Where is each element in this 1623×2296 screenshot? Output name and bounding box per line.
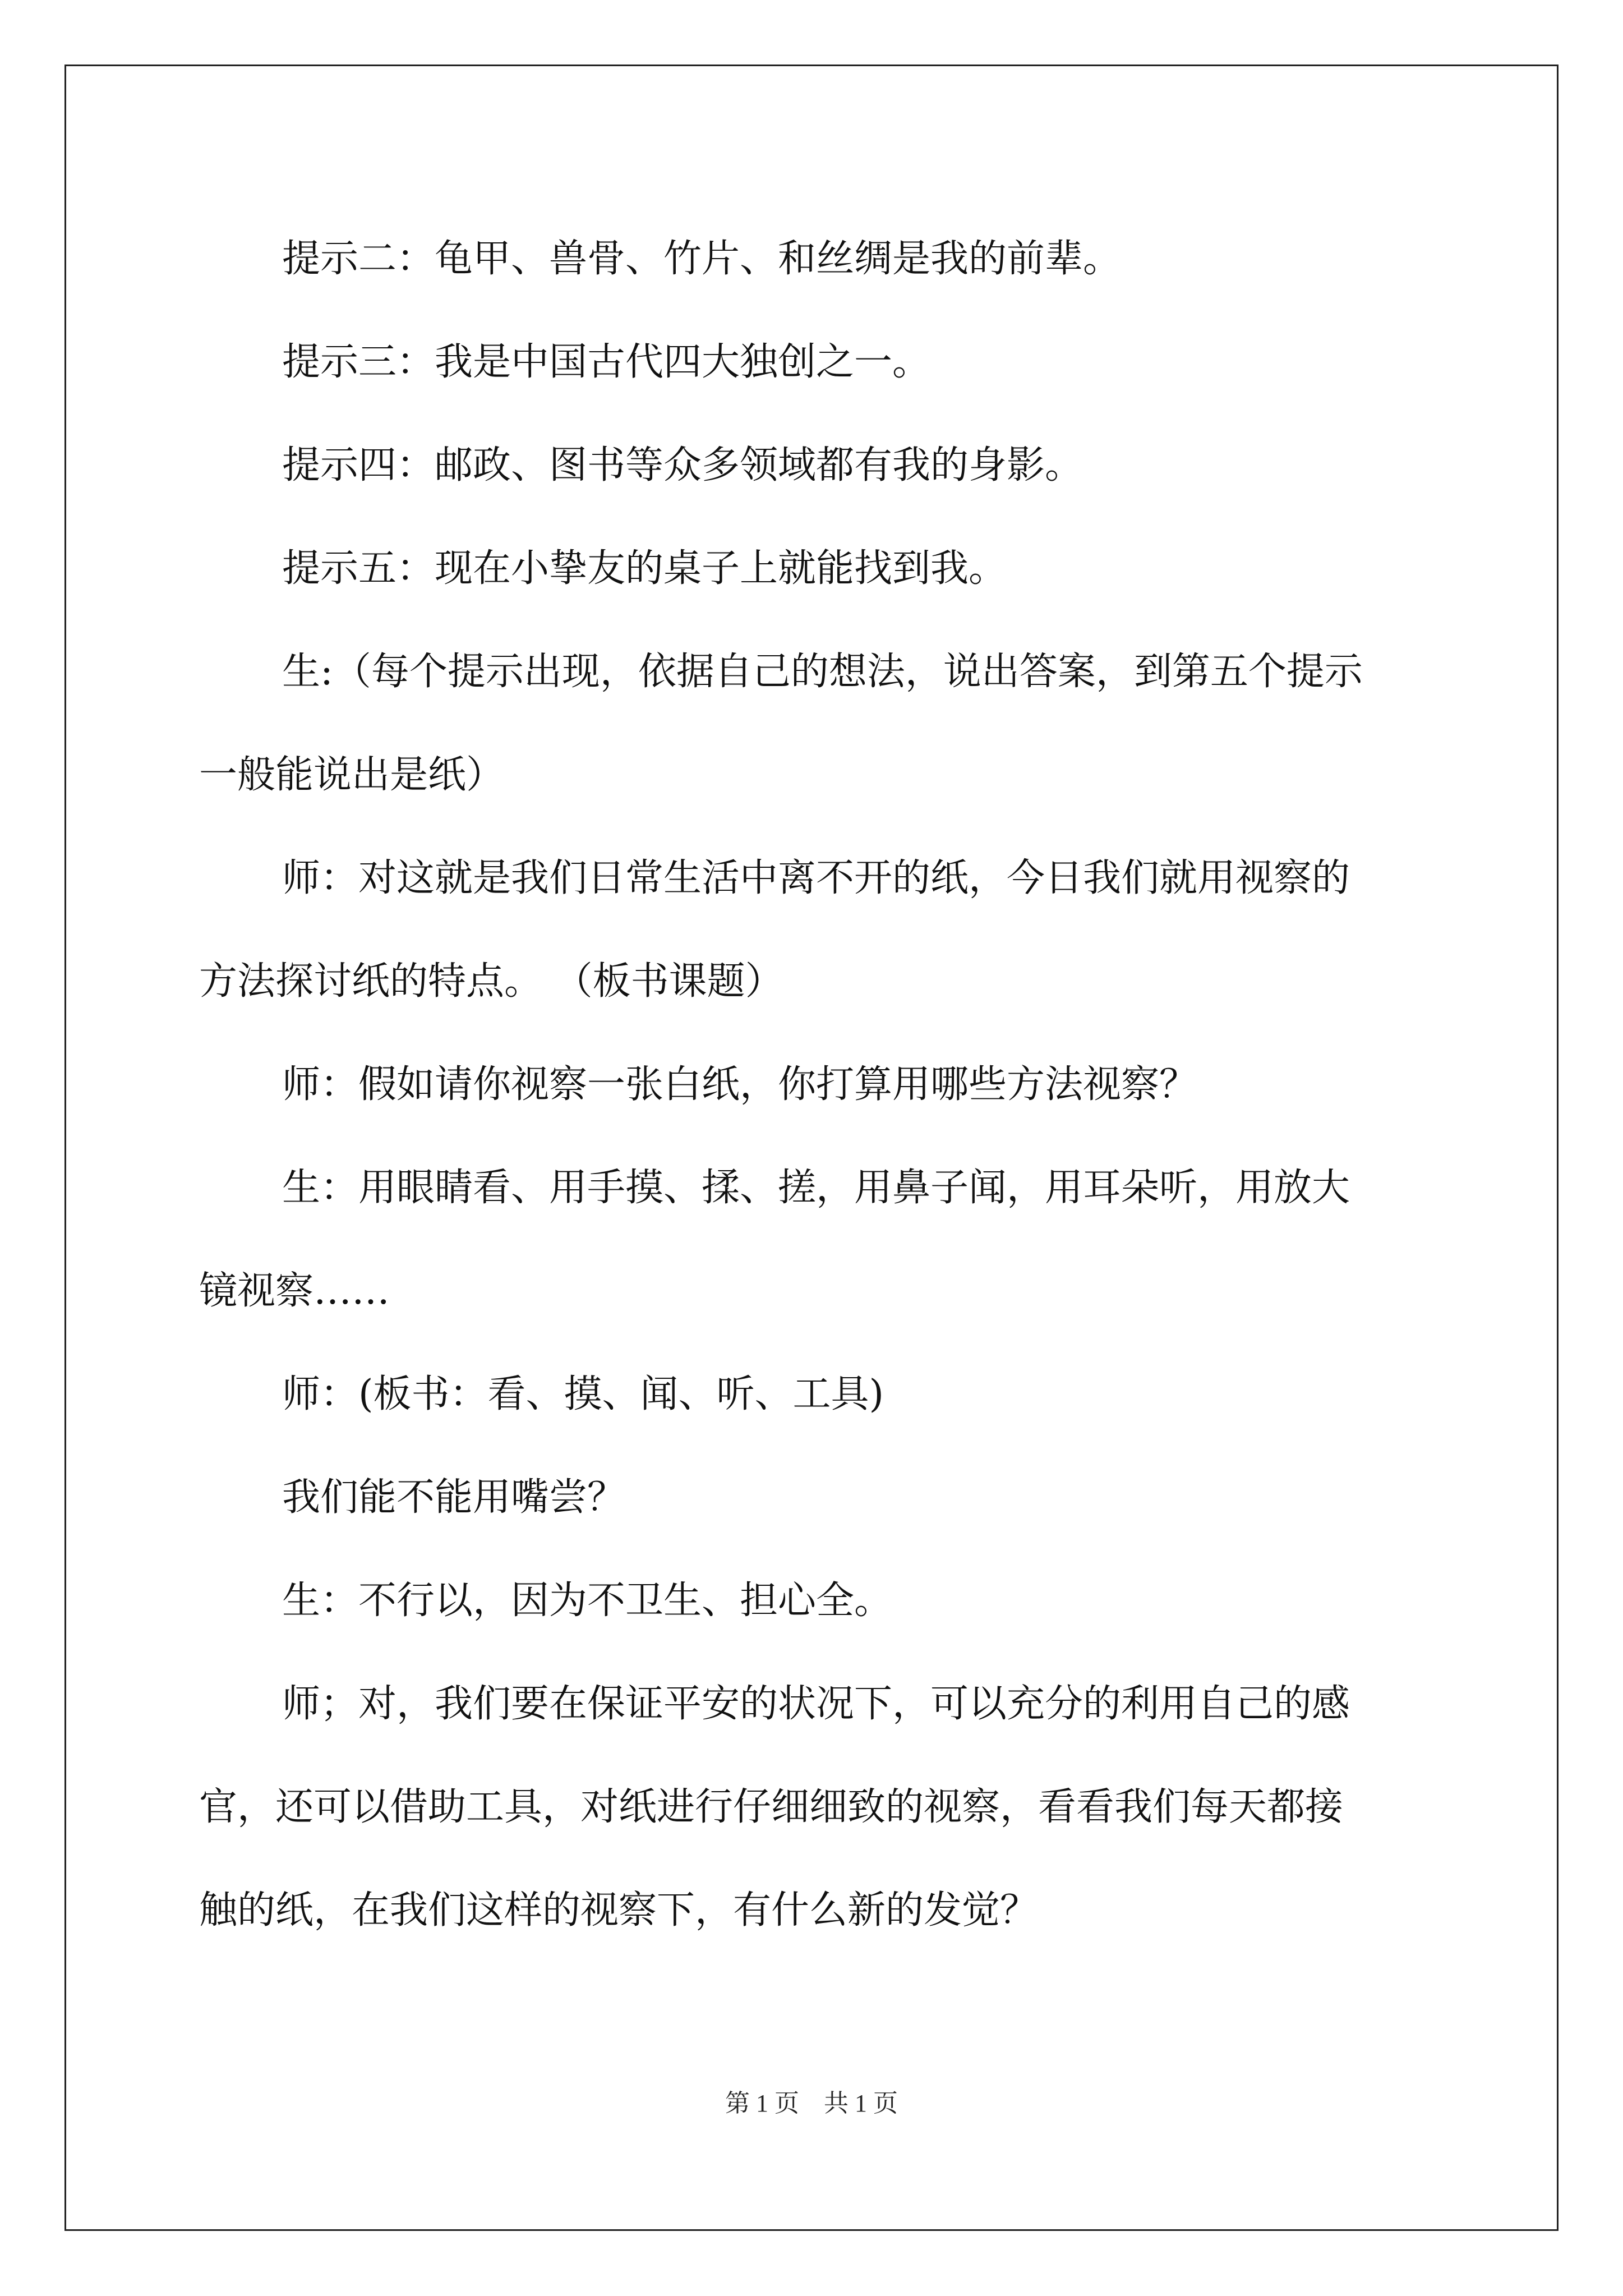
paragraph: 生：用眼睛看、用手摸、揉、搓，用鼻子闻，用耳朵听，用放大 xyxy=(282,1166,1350,1210)
paragraph: 我们能不能用嘴尝？ xyxy=(282,1475,626,1520)
paragraph: 生：不行以，因为不卫生、担心全。 xyxy=(282,1579,893,1623)
document-body xyxy=(199,208,1433,1962)
paragraph: 提示二：龟甲、兽骨、竹片、和丝绸是我的前辈。 xyxy=(282,237,1122,281)
paragraph: 师；对，我们要在保证平安的状况下，可以充分的利用自己的感 xyxy=(282,1682,1350,1726)
paragraph-continuation: 官，还可以借助工具，对纸进行仔细细致的视察，看看我们每天都接 xyxy=(199,1785,1344,1829)
paragraph: 提示五：现在小挚友的桌子上就能找到我。 xyxy=(282,546,1007,591)
paragraph-continuation: 触的纸，在我们这样的视察下，有什么新的发觉？ xyxy=(199,1888,1039,1932)
paragraph: 生:（每个提示出现，依据自己的想法，说出答案，到第五个提示 xyxy=(282,650,1363,694)
paragraph-continuation: 镜视察…… xyxy=(199,1269,390,1313)
paragraph: 师：对这就是我们日常生活中离不开的纸，今日我们就用视察的 xyxy=(282,856,1350,900)
page-total: 共 1 页 xyxy=(824,2090,898,2117)
paragraph: 师：假如请你视察一张白纸，你打算用哪些方法视察？ xyxy=(282,1062,1198,1107)
paragraph: 提示三：我是中国古代四大独创之一。 xyxy=(282,340,931,384)
paragraph: 师：(板书：看、摸、闻、听、工具) xyxy=(282,1372,884,1416)
paragraph-continuation: 一般能说出是纸） xyxy=(199,753,505,797)
page-footer xyxy=(0,2087,1623,2120)
page-number: 第 1 页 xyxy=(725,2090,799,2117)
paragraph: 提示四：邮政、图书等众多领域都有我的身影。 xyxy=(282,443,1083,487)
paragraph-continuation: 方法探讨纸的特点。 （板书课题） xyxy=(199,959,783,1004)
